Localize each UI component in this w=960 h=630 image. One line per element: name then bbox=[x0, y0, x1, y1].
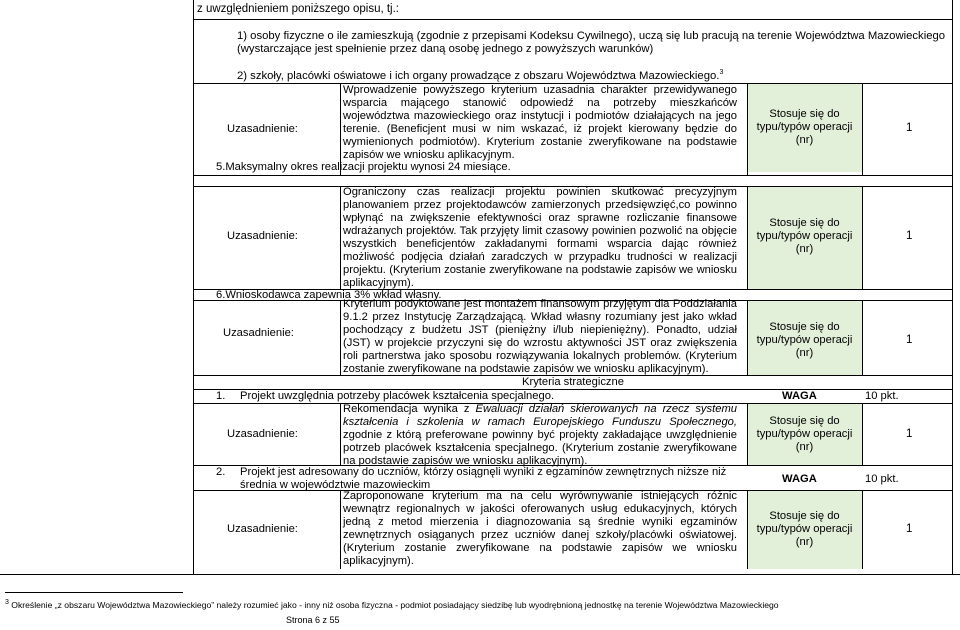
applies-line-2: typu/typów operacji bbox=[756, 334, 853, 346]
uzasadnienie-label: Uzasadnienie: bbox=[227, 123, 298, 135]
col-border-4 bbox=[340, 186, 341, 289]
footnote bbox=[5, 600, 779, 610]
footnote-number: 3 bbox=[5, 599, 9, 607]
count-value: 1 bbox=[906, 428, 913, 440]
applies-line-1: Stosuje się do bbox=[769, 217, 840, 229]
uzasadnienie-label: Uzasadnienie: bbox=[223, 327, 294, 339]
page-number: Strona 6 z 55 bbox=[286, 615, 340, 625]
applies-line-2: typu/typów operacji bbox=[756, 230, 853, 242]
frame-left bbox=[193, 0, 194, 575]
footnote-separator bbox=[5, 592, 183, 593]
row-border-2 bbox=[193, 175, 953, 176]
col-border-6 bbox=[862, 186, 863, 289]
applies-line-2: typu/typów operacji bbox=[756, 428, 853, 440]
applies-line-3: (nr) bbox=[795, 441, 814, 453]
applies-line-2: typu/typów operacji bbox=[756, 121, 853, 133]
uzasadnienie-label: Uzasadnienie: bbox=[227, 230, 298, 242]
applies-to-operation-type bbox=[747, 217, 862, 256]
footnote-ref: 3 bbox=[719, 69, 724, 77]
justification-text: Zaproponowane kryterium ma na celu wyrównywanie istniejących różnic wewnątrz regionalnych w jakości oferowanych usług edukacyjnych, których jedną z metod mierzenia i diagnozowania są średnie wyniki egzaminów zewnętrznych osiąganych przez uczniów danej szkoły/placówki oświatowej. (Kryterium zostanie zweryfikowane na podstawie zapisów we wniosku aplikacyjnym). bbox=[343, 490, 737, 567]
page-header-text: z uwzględnieniem poniższego opisu, tj.: bbox=[197, 3, 400, 15]
strategic-2-number: 2. bbox=[216, 466, 226, 478]
applies-to-operation-type bbox=[747, 510, 862, 549]
strategic-criteria-header: Kryteria strategiczne bbox=[522, 376, 624, 388]
strategic-1-number: 1. bbox=[216, 390, 226, 402]
intro-item-2 bbox=[237, 70, 723, 82]
applies-line-1: Stosuje się do bbox=[769, 415, 840, 427]
count-value: 1 bbox=[906, 230, 913, 242]
applies-line-1: Stosuje się do bbox=[769, 108, 840, 120]
strategic-2-line-2: średnia w województwie mazowieckim bbox=[240, 479, 431, 491]
waga-label: WAGA bbox=[782, 473, 817, 485]
applies-to-operation-type bbox=[747, 321, 862, 360]
frame-right bbox=[952, 0, 953, 575]
justification-text: Ograniczony czas realizacji projektu powinien skutkować precyzyjnym planowaniem przez projektodawców zamierzonych przedsięwzięć,co powinno wpłynąć na zwiększenie efektywności oraz sprawne rozliczanie finansowe wdrażanych projektów. Tak przyjęty limit czasowy powinien pozwolić na objęcie wszystkich beneficjentów zakładanymi formami wsparcia dając również możliwość podjęcia działań zaradczych w przypadku trudności w realizacji projektu. (Kryterium zostanie zweryfikowane na podstawie zapisów we wniosku aplikacyjnym). bbox=[343, 186, 737, 289]
strategic-1-text: Projekt uwzględnia potrzeby placówek kształcenia specjalnego. bbox=[240, 390, 555, 402]
col-border-9 bbox=[862, 300, 863, 375]
uzasadnienie-label: Uzasadnienie: bbox=[227, 428, 298, 440]
intro-item-1: 1) osoby fizyczne o ile zamieszkują (zgodnie z przepisami Kodeksu Cywilnego), uczą się lub pracują na terenie Województwa Mazowieckiego (wystarczające jest spełnienie przez daną osobę jednego z powyższych warunków) bbox=[237, 30, 946, 55]
applies-to-operation-type bbox=[747, 108, 862, 147]
col-border-3 bbox=[862, 83, 863, 175]
count-value: 1 bbox=[906, 334, 913, 346]
justification-italic: Ewaluacji działań skierowanych na rzecz systemu kształcenia i szkolenia w ramach Europejskiego Funduszu Społecznego, bbox=[343, 403, 737, 428]
strategic-2-text bbox=[240, 466, 726, 492]
strategic-2-line-1: Projekt jest adresowany do uczniów, którzy osiągnęli wyniki z egzaminów zewnętrznych niższe niż bbox=[240, 466, 727, 478]
applies-line-2: typu/typów operacji bbox=[756, 523, 853, 535]
intro-item-2-text: 2) szkoły, placówki oświatowe i ich organy prowadzące z obszaru Województwa Mazowieckiego. bbox=[237, 70, 720, 82]
applies-line-1: Stosuje się do bbox=[769, 510, 840, 522]
applies-to-operation-type bbox=[747, 415, 862, 454]
justification-text bbox=[343, 403, 737, 468]
col-border-10 bbox=[340, 403, 341, 465]
applies-line-3: (nr) bbox=[795, 347, 814, 359]
frame-bottom-line bbox=[0, 574, 960, 575]
waga-label: WAGA bbox=[782, 390, 817, 402]
criterion-5: 5.Maksymalny okres realizacji projektu wynosi 24 miesiące. bbox=[216, 161, 511, 173]
justification-text: Kryterium podyktowane jest montażem finansowym przyjętym dla Poddziałania 9.1.2 przez Instytucję Zarządzającą. Wkład własny rozumiany jest jako wkład pochodzący z budżetu JST (pieniężny i/lub niepieniężny). Ponadto, udział (JST) w projekcie przyczyni się do wzrostu aktywności JST oraz zwiększenia roli partnerstwa jako sposobu rozwiązywania lokalnych problemów. (Kryterium zostanie zweryfikowane na podstawie zapisów we wniosku aplikacyjnym). bbox=[343, 298, 737, 375]
frame-top-line bbox=[193, 19, 953, 20]
footnote-text: Określenie „z obszaru Województwa Mazowieckiego” należy rozumieć jako - inny niż osoba fizyczna - podmiot posiadający siedzibę lub wyodrębnioną jednostkę na terenie Województwa Mazowieckiego bbox=[11, 600, 779, 610]
applies-line-3: (nr) bbox=[795, 536, 814, 548]
count-value: 1 bbox=[906, 523, 913, 535]
applies-line-1: Stosuje się do bbox=[769, 321, 840, 333]
count-value: 1 bbox=[906, 122, 913, 134]
criterion-6: 6.Wnioskodawca zapewnia 3% wkład własny. bbox=[216, 289, 442, 301]
col-border-12 bbox=[862, 403, 863, 465]
justification-part-1: Rekomendacja wynika z bbox=[343, 403, 476, 415]
justification-part-2: zgodnie z którą preferowane powinny być projekty zakładające uwzględnienie potrzeb placówek kształcenia specjalnego. (Kryterium zostanie zweryfikowane na podstawie zapisów we wniosku aplikacyjnym). bbox=[343, 429, 737, 467]
points-value: 10 pkt. bbox=[865, 390, 899, 402]
points-value: 10 pkt. bbox=[865, 473, 899, 485]
col-border-15 bbox=[862, 490, 863, 569]
applies-line-3: (nr) bbox=[795, 243, 814, 255]
justification-text: Wprowadzenie powyższego kryterium uzasadnia charakter przewidywanego wsparcia mającego stanowić odpowiedź na potrzeby mieszkańców województwa mazowieckiego oraz instytucji i podmiotów działających na jego terenie. (Beneficjent musi w nim wskazać, iż projekt kierowany będzie do wymienionych podmiotów). Kryterium zostanie zweryfikowane na podstawie zapisów we wniosku aplikacyjnym. bbox=[343, 84, 737, 161]
col-border-13 bbox=[340, 490, 341, 569]
uzasadnienie-label: Uzasadnienie: bbox=[227, 523, 298, 535]
col-border-7 bbox=[340, 300, 341, 375]
applies-line-3: (nr) bbox=[795, 134, 814, 146]
